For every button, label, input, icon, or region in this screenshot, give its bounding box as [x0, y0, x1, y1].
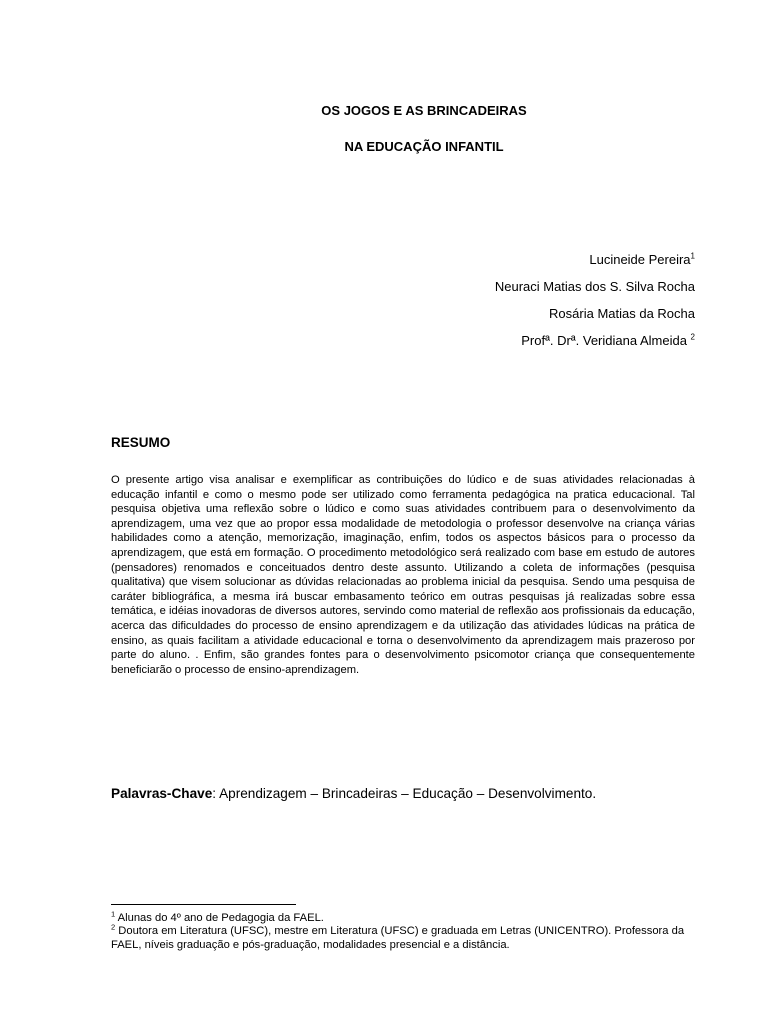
author-name: Profª. Drª. Veridiana Almeida	[521, 333, 691, 348]
footnote-text: Doutora em Literatura (UFSC), mestre em Literatura (UFSC) e graduada em Letras (UNICENTRO). Professora da FAEL, níveis graduação e pós-graduação, modalidades presencial e a distância.	[111, 925, 685, 951]
abstract-text: O presente artigo visa analisar e exemplificar as contribuições do lúdico e de suas atividades relacionadas à educação infantil e como o mesmo pode ser utilizado como ferramenta pedagógica na pratica educacional. Tal pesquisa objetiva uma reflexão sobre o lúdico e como suas atividades contribuem para o desenvolvimento da aprendizagem, uma vez que ao propor essa modalidade de metodologia o professor desenvolve na criança várias habilidades como a atenção, memorização, imaginação, enfim, todos os aspectos básicos para o processo da aprendizagem, que está em formação. O procedimento metodológico será realizado com base em estudo de autores (pensadores) renomados e conceituados dentro deste assunto. Utilizando a coleta de informações (pesquisa qualitativa) que visem solucionar as dúvidas relacionadas ao problema inicial da pesquisa. Sendo uma pesquisa de caráter bibliográfica, a mesma irá buscar embasamento teórico em outras pesquisas já realizadas sobre essa temática, e idéias inovadoras de diversos autores, servindo como material de reflexão aos profissionais da educação, acerca das dificuldades do processo de ensino aprendizagem e da utilização das atividades lúdicas na prática de ensino, as quais facilitam a atividade educacional e torna o desenvolvimento da aprendizagem mais prazeroso por parte do aluno. . Enfim, são grandes fontes para o desenvolvimento psicomotor criança que consequentemente beneficiarão o processo de ensino-aprendizagem.	[111, 474, 695, 676]
keywords-label: Palavras-Chave	[111, 786, 213, 801]
author-list	[495, 252, 695, 360]
footnote-text: Alunas do 4º ano de Pedagogia da FAEL.	[115, 912, 324, 924]
footnote-mark: 1	[111, 909, 116, 919]
keywords	[111, 786, 596, 801]
author-4	[495, 333, 695, 360]
keywords-value: : Aprendizagem – Brincadeiras – Educação – Desenvolvimento.	[212, 786, 597, 801]
title-line-1: OS JOGOS E AS BRINCADEIRAS	[321, 103, 527, 118]
author-name: Rosária Matias da Rocha	[549, 306, 695, 321]
author-3	[495, 306, 695, 333]
title-line-2: NA EDUCAÇÃO INFANTIL	[344, 139, 504, 154]
footnote-ref: 1	[690, 251, 695, 261]
author-name: Neuraci Matias dos S. Silva Rocha	[494, 279, 695, 294]
footnote-2	[111, 922, 711, 952]
footnote-ref: 2	[690, 332, 695, 342]
footnote-mark: 2	[111, 922, 116, 932]
abstract-heading: RESUMO	[111, 435, 171, 450]
footnote-divider	[111, 904, 296, 905]
footnotes	[111, 909, 711, 952]
author-1	[495, 252, 695, 279]
author-2	[495, 279, 695, 306]
footnote-1	[111, 909, 711, 925]
author-name: Lucineide Pereira	[589, 252, 691, 267]
